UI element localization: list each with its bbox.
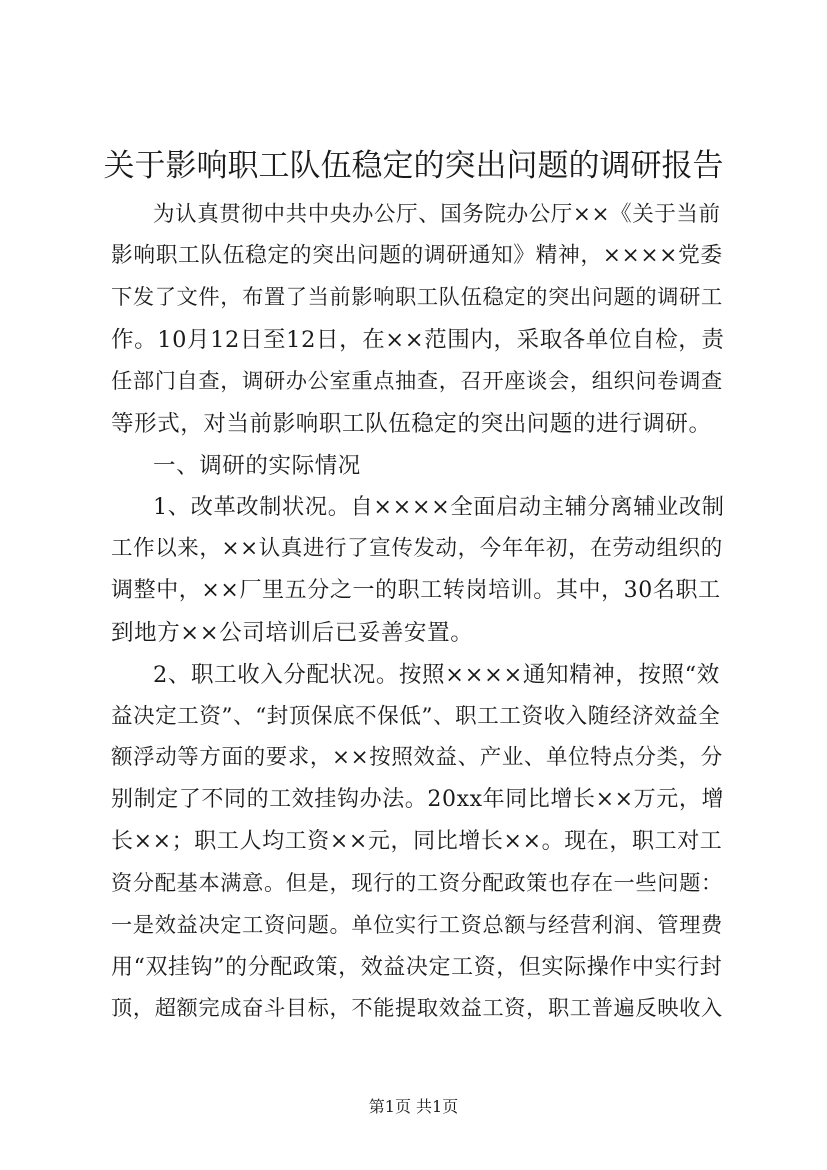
body-line: 2、职工收入分配状况。按照××××通知精神，按照“效	[153, 662, 720, 688]
body-line: 任部门自查，调研办公室重点抽查，召开座谈会，组织问卷调查	[111, 369, 723, 394]
body-line: 作。10月12日至12日，在××范围内，采取各单位自检，责	[111, 327, 725, 353]
page-footer: 第1页 共1页	[368, 1097, 459, 1116]
body-line: 调整中，××厂里五分之一的职工转岗培训。其中，30名职工	[111, 578, 721, 603]
body-line: 顶，超额完成奋斗目标，不能提取效益工资，职工普遍反映收入	[111, 996, 723, 1021]
body-line: 1、改革改制状况。自××××全面启动主辅分离辅业改制	[153, 494, 725, 520]
body-line: 益决定工资”、“封顶保底不保低”、职工工资收入随经济效益全	[111, 704, 721, 729]
body-line: 额浮动等方面的要求，××按照效益、产业、单位特点分类，分	[111, 745, 723, 770]
document-title: 关于影响职工队伍稳定的突出问题的调研报告	[103, 148, 724, 184]
body-line: 工作以来，××认真进行了宣传发动，今年年初，在劳动组织的	[111, 536, 723, 561]
body-line: 为认真贯彻中共中央办公厅、国务院办公厅××《关于当前	[153, 202, 721, 227]
body-line: 到地方××公司培训后已妥善安置。	[111, 620, 474, 646]
body-line: 资分配基本满意。但是，现行的工资分配政策也存在一些问题：	[111, 871, 723, 896]
body-line: 别制定了不同的工效挂钩办法。20xx年同比增长××万元，增	[111, 787, 725, 812]
section-heading: 一、调研的实际情况	[153, 453, 361, 479]
body-line: 用“双挂钩”的分配政策，效益决定工资，但实际操作中实行封	[111, 955, 723, 980]
body-line: 影响职工队伍稳定的突出问题的调研通知》精神，××××党委	[111, 243, 723, 268]
body-line: 下发了文件，布置了当前影响职工队伍稳定的突出问题的调研工	[111, 285, 723, 310]
body-line: 等形式，对当前影响职工队伍稳定的突出问题的进行调研。	[111, 411, 712, 437]
body-line: 一是效益决定工资问题。单位实行工资总额与经营利润、管理费	[111, 913, 723, 938]
body-line: 长××；职工人均工资××元，同比增长××。现在，职工对工	[111, 829, 723, 854]
